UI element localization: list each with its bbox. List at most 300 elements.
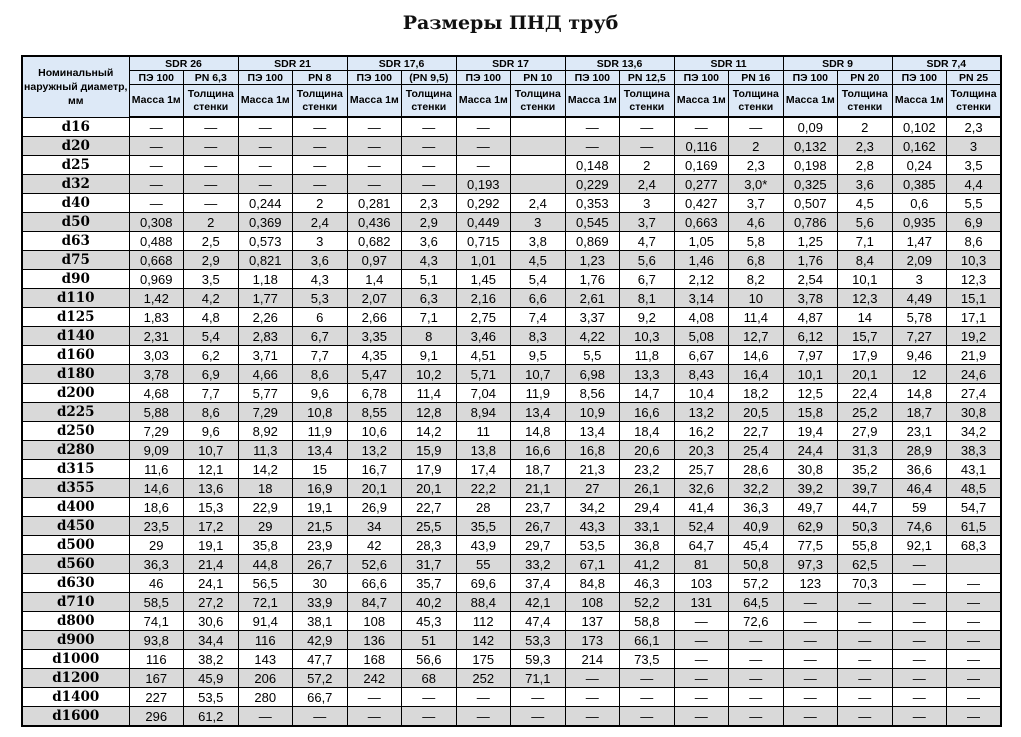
diameter-cell: d800 <box>22 612 129 631</box>
mass-cell: — <box>456 117 511 137</box>
mass-cell: 0,24 <box>892 156 947 175</box>
pressure-header: PN 6,3 <box>184 71 239 85</box>
wall-thickness-cell: 11,4 <box>729 308 784 327</box>
wall-thickness-cell: 5,5 <box>947 194 1002 213</box>
mass-header: Масса 1м <box>347 85 402 118</box>
mass-cell: — <box>783 612 838 631</box>
wall-thickness-cell: 2 <box>620 156 675 175</box>
wall-thickness-cell: 5,4 <box>184 327 239 346</box>
wall-thickness-cell: 34,2 <box>947 422 1002 441</box>
wall-thickness-cell: 17,9 <box>838 346 893 365</box>
mass-cell: 16,7 <box>347 460 402 479</box>
wall-thickness-header: Толщина стенки <box>184 85 239 118</box>
mass-cell: 2,09 <box>892 251 947 270</box>
pressure-header: PN 25 <box>947 71 1002 85</box>
mass-cell: 0,488 <box>129 232 184 251</box>
mass-cell: 49,7 <box>783 498 838 517</box>
diameter-cell: d225 <box>22 403 129 422</box>
wall-thickness-cell: 4,8 <box>184 308 239 327</box>
mass-cell: 252 <box>456 669 511 688</box>
wall-thickness-cell: 57,2 <box>729 574 784 593</box>
wall-thickness-cell: 40,9 <box>729 517 784 536</box>
mass-cell: 25,7 <box>674 460 729 479</box>
table-row <box>22 213 1001 232</box>
table-header <box>22 56 1001 117</box>
wall-thickness-cell: 23,7 <box>511 498 566 517</box>
diameter-cell: d25 <box>22 156 129 175</box>
table-row <box>22 574 1001 593</box>
mass-cell: 5,77 <box>238 384 293 403</box>
diameter-cell: d90 <box>22 270 129 289</box>
wall-thickness-cell: 8,3 <box>511 327 566 346</box>
wall-thickness-cell: 12,1 <box>184 460 239 479</box>
wall-thickness-cell: 2,3 <box>402 194 457 213</box>
wall-thickness-cell: — <box>838 707 893 727</box>
wall-thickness-cell: — <box>729 688 784 707</box>
mass-cell: 2,75 <box>456 308 511 327</box>
mass-cell: 131 <box>674 593 729 612</box>
wall-thickness-header: Толщина стенки <box>838 85 893 118</box>
wall-thickness-cell: 30,8 <box>947 403 1002 422</box>
wall-thickness-cell: — <box>402 137 457 156</box>
diameter-column-header: Номинальный наружный диаметр, мм <box>22 56 129 117</box>
wall-thickness-cell: 10 <box>729 289 784 308</box>
mass-cell: 4,22 <box>565 327 620 346</box>
table-row <box>22 479 1001 498</box>
diameter-cell: d1000 <box>22 650 129 669</box>
mass-cell: 18,7 <box>892 403 947 422</box>
diameter-cell: d250 <box>22 422 129 441</box>
wall-thickness-cell: 2,4 <box>511 194 566 213</box>
mass-cell: — <box>674 707 729 727</box>
pipe-dimensions-table <box>21 55 1002 727</box>
mass-cell: 8,56 <box>565 384 620 403</box>
mass-cell: 0,353 <box>565 194 620 213</box>
mass-cell: 64,7 <box>674 536 729 555</box>
wall-thickness-cell: 10,1 <box>838 270 893 289</box>
mass-cell: — <box>238 156 293 175</box>
mass-cell: 11,6 <box>129 460 184 479</box>
mass-cell: — <box>347 707 402 727</box>
mass-cell: 2,54 <box>783 270 838 289</box>
table-row <box>22 707 1001 727</box>
mass-cell: 11,3 <box>238 441 293 460</box>
wall-thickness-cell: 5,4 <box>511 270 566 289</box>
wall-thickness-cell: 14,6 <box>729 346 784 365</box>
wall-thickness-cell: 25,4 <box>729 441 784 460</box>
mass-cell: 67,1 <box>565 555 620 574</box>
mass-cell: 62,9 <box>783 517 838 536</box>
mass-cell: — <box>129 117 184 137</box>
wall-thickness-header: Толщина стенки <box>620 85 675 118</box>
wall-thickness-cell: 38,1 <box>293 612 348 631</box>
wall-thickness-cell: — <box>620 137 675 156</box>
table-row <box>22 631 1001 650</box>
mass-cell: — <box>565 117 620 137</box>
wall-thickness-cell: — <box>947 631 1002 650</box>
wall-thickness-cell: — <box>293 137 348 156</box>
mass-cell: 14,6 <box>129 479 184 498</box>
wall-thickness-cell: 5,6 <box>620 251 675 270</box>
wall-thickness-cell: 5,6 <box>838 213 893 232</box>
table-row <box>22 688 1001 707</box>
table-row <box>22 232 1001 251</box>
mass-cell: 214 <box>565 650 620 669</box>
mass-cell: 2,16 <box>456 289 511 308</box>
mass-cell: 20,1 <box>347 479 402 498</box>
table-row <box>22 194 1001 213</box>
wall-thickness-cell: 19,1 <box>184 536 239 555</box>
mass-cell: 4,35 <box>347 346 402 365</box>
mass-cell: 35,5 <box>456 517 511 536</box>
mass-header: Масса 1м <box>892 85 947 118</box>
wall-thickness-cell: 64,5 <box>729 593 784 612</box>
wall-thickness-cell: — <box>947 612 1002 631</box>
wall-thickness-cell: 32,2 <box>729 479 784 498</box>
wall-thickness-cell: 45,3 <box>402 612 457 631</box>
material-header: ПЭ 100 <box>347 71 402 85</box>
mass-cell: 3,37 <box>565 308 620 327</box>
wall-thickness-cell: 2,8 <box>838 156 893 175</box>
mass-cell: 103 <box>674 574 729 593</box>
mass-cell: 1,4 <box>347 270 402 289</box>
sdr-group-header: SDR 13,6 <box>565 56 674 71</box>
wall-thickness-cell: 4,3 <box>402 251 457 270</box>
wall-thickness-cell: 9,6 <box>184 422 239 441</box>
wall-thickness-cell: 35,2 <box>838 460 893 479</box>
mass-cell: 27 <box>565 479 620 498</box>
wall-thickness-cell: 5,1 <box>402 270 457 289</box>
mass-cell: 30,8 <box>783 460 838 479</box>
mass-cell: 5,71 <box>456 365 511 384</box>
wall-thickness-cell: 30 <box>293 574 348 593</box>
mass-cell: 0,132 <box>783 137 838 156</box>
mass-cell: 1,76 <box>783 251 838 270</box>
mass-cell: 2,26 <box>238 308 293 327</box>
mass-header: Масса 1м <box>129 85 184 118</box>
mass-cell: — <box>129 137 184 156</box>
wall-thickness-cell: 40,2 <box>402 593 457 612</box>
mass-cell: 23,1 <box>892 422 947 441</box>
material-header: ПЭ 100 <box>129 71 184 85</box>
wall-thickness-cell: 31,3 <box>838 441 893 460</box>
wall-thickness-cell: 52,2 <box>620 593 675 612</box>
wall-thickness-cell: — <box>620 669 675 688</box>
mass-cell: 72,1 <box>238 593 293 612</box>
table-row <box>22 460 1001 479</box>
wall-thickness-cell: — <box>838 593 893 612</box>
wall-thickness-cell: 36,3 <box>729 498 784 517</box>
wall-thickness-cell: 3,8 <box>511 232 566 251</box>
mass-cell: — <box>238 707 293 727</box>
wall-thickness-cell: 6,6 <box>511 289 566 308</box>
wall-thickness-cell: — <box>402 688 457 707</box>
wall-thickness-header: Толщина стенки <box>947 85 1002 118</box>
wall-thickness-cell: 53,5 <box>184 688 239 707</box>
mass-cell: 74,6 <box>892 517 947 536</box>
mass-cell: 116 <box>129 650 184 669</box>
wall-thickness-cell: 12,3 <box>947 270 1002 289</box>
wall-thickness-cell: 8,6 <box>947 232 1002 251</box>
wall-thickness-cell: — <box>947 650 1002 669</box>
table-row <box>22 251 1001 270</box>
wall-thickness-cell: 4,5 <box>511 251 566 270</box>
mass-cell: 7,97 <box>783 346 838 365</box>
wall-thickness-cell: 53,3 <box>511 631 566 650</box>
diameter-cell: d125 <box>22 308 129 327</box>
page-title: Размеры ПНД труб <box>402 12 619 34</box>
mass-cell: — <box>783 688 838 707</box>
wall-thickness-cell: 8,6 <box>184 403 239 422</box>
wall-thickness-cell <box>511 117 566 137</box>
wall-thickness-cell: — <box>729 669 784 688</box>
mass-cell: — <box>783 669 838 688</box>
table-row <box>22 117 1001 137</box>
mass-cell: 20,3 <box>674 441 729 460</box>
table-row <box>22 289 1001 308</box>
wall-thickness-cell: 61,5 <box>947 517 1002 536</box>
wall-thickness-cell: 10,3 <box>947 251 1002 270</box>
wall-thickness-cell: — <box>620 707 675 727</box>
mass-cell: 4,66 <box>238 365 293 384</box>
table-row <box>22 384 1001 403</box>
wall-thickness-cell: 43,1 <box>947 460 1002 479</box>
wall-thickness-cell: 14,7 <box>620 384 675 403</box>
wall-thickness-cell <box>511 137 566 156</box>
wall-thickness-cell: 3 <box>511 213 566 232</box>
wall-thickness-cell: 16,6 <box>620 403 675 422</box>
mass-cell: 59 <box>892 498 947 517</box>
wall-thickness-cell: — <box>184 175 239 194</box>
table-row <box>22 156 1001 175</box>
wall-thickness-cell: 24,6 <box>947 365 1002 384</box>
mass-cell: 16,8 <box>565 441 620 460</box>
wall-thickness-cell: — <box>511 688 566 707</box>
mass-cell: 4,51 <box>456 346 511 365</box>
mass-cell: — <box>565 669 620 688</box>
mass-cell: 3,03 <box>129 346 184 365</box>
wall-thickness-cell: 5,3 <box>293 289 348 308</box>
mass-cell: — <box>674 650 729 669</box>
mass-cell: 0,102 <box>892 117 947 137</box>
mass-cell: — <box>674 117 729 137</box>
mass-cell: 23,5 <box>129 517 184 536</box>
mass-cell: 3,78 <box>783 289 838 308</box>
wall-thickness-cell: 3,6 <box>293 251 348 270</box>
wall-thickness-cell: 4,2 <box>184 289 239 308</box>
mass-cell: 34 <box>347 517 402 536</box>
mass-cell: 0,97 <box>347 251 402 270</box>
wall-thickness-cell: 11,8 <box>620 346 675 365</box>
wall-thickness-cell: 51 <box>402 631 457 650</box>
mass-cell: 91,4 <box>238 612 293 631</box>
wall-thickness-cell: 2 <box>184 213 239 232</box>
mass-cell: — <box>892 631 947 650</box>
mass-cell: 0,869 <box>565 232 620 251</box>
mass-cell: 242 <box>347 669 402 688</box>
wall-thickness-cell: 7,1 <box>402 308 457 327</box>
mass-cell: 0,277 <box>674 175 729 194</box>
diameter-cell: d400 <box>22 498 129 517</box>
table-row <box>22 593 1001 612</box>
mass-cell: 4,49 <box>892 289 947 308</box>
wall-thickness-cell: 13,4 <box>293 441 348 460</box>
wall-thickness-cell: 11,4 <box>402 384 457 403</box>
mass-cell: 52,6 <box>347 555 402 574</box>
mass-cell: 14,2 <box>238 460 293 479</box>
mass-cell: 7,29 <box>238 403 293 422</box>
mass-cell: 7,04 <box>456 384 511 403</box>
mass-cell: — <box>892 650 947 669</box>
wall-thickness-cell: 20,1 <box>402 479 457 498</box>
wall-thickness-cell: 44,7 <box>838 498 893 517</box>
mass-cell: 10,4 <box>674 384 729 403</box>
mass-cell: 13,2 <box>674 403 729 422</box>
wall-thickness-cell: 30,6 <box>184 612 239 631</box>
table-row <box>22 612 1001 631</box>
mass-cell: — <box>674 688 729 707</box>
wall-thickness-cell: 3,6 <box>402 232 457 251</box>
wall-thickness-cell: — <box>402 707 457 727</box>
wall-thickness-cell: 13,3 <box>620 365 675 384</box>
wall-thickness-cell: 7,4 <box>511 308 566 327</box>
diameter-cell: d50 <box>22 213 129 232</box>
wall-thickness-cell: 57,2 <box>293 669 348 688</box>
wall-thickness-cell: 2,4 <box>293 213 348 232</box>
table-row <box>22 327 1001 346</box>
mass-cell: 2,61 <box>565 289 620 308</box>
wall-thickness-cell: 9,2 <box>620 308 675 327</box>
wall-thickness-cell: 6,3 <box>402 289 457 308</box>
mass-cell: 19,4 <box>783 422 838 441</box>
mass-cell: — <box>456 707 511 727</box>
wall-thickness-cell: 29,7 <box>511 536 566 555</box>
wall-thickness-header: Толщина стенки <box>729 85 784 118</box>
mass-cell: — <box>129 194 184 213</box>
mass-cell: 42 <box>347 536 402 555</box>
mass-cell: 7,27 <box>892 327 947 346</box>
pressure-header: PN 20 <box>838 71 893 85</box>
mass-cell: 3,71 <box>238 346 293 365</box>
wall-thickness-cell: 11,9 <box>293 422 348 441</box>
wall-thickness-cell: 42,1 <box>511 593 566 612</box>
mass-cell: 0,668 <box>129 251 184 270</box>
wall-thickness-cell: 2,4 <box>620 175 675 194</box>
wall-thickness-cell: 55,8 <box>838 536 893 555</box>
wall-thickness-cell: — <box>729 707 784 727</box>
wall-thickness-cell: 12,7 <box>729 327 784 346</box>
wall-thickness-cell: — <box>729 650 784 669</box>
mass-cell: 0,436 <box>347 213 402 232</box>
mass-cell: 296 <box>129 707 184 727</box>
wall-thickness-cell: 4,5 <box>838 194 893 213</box>
wall-thickness-cell: 12,3 <box>838 289 893 308</box>
mass-cell: — <box>238 175 293 194</box>
pressure-header: (PN 9,5) <box>402 71 457 85</box>
mass-cell: 5,88 <box>129 403 184 422</box>
mass-cell: 3,78 <box>129 365 184 384</box>
wall-thickness-cell: 50,3 <box>838 517 893 536</box>
mass-cell: 1,45 <box>456 270 511 289</box>
wall-thickness-cell: 28,3 <box>402 536 457 555</box>
mass-header: Масса 1м <box>456 85 511 118</box>
mass-cell: 41,4 <box>674 498 729 517</box>
mass-cell: 2,07 <box>347 289 402 308</box>
wall-thickness-cell: 66,1 <box>620 631 675 650</box>
wall-thickness-cell: 26,7 <box>511 517 566 536</box>
diameter-cell: d32 <box>22 175 129 194</box>
mass-cell: 74,1 <box>129 612 184 631</box>
mass-cell: — <box>347 117 402 137</box>
wall-thickness-cell: 25,5 <box>402 517 457 536</box>
wall-thickness-cell: 11,9 <box>511 384 566 403</box>
mass-cell: 8,43 <box>674 365 729 384</box>
wall-thickness-cell: — <box>947 669 1002 688</box>
diameter-cell: d1200 <box>22 669 129 688</box>
mass-cell: 36,6 <box>892 460 947 479</box>
mass-cell: 4,68 <box>129 384 184 403</box>
material-header: ПЭ 100 <box>892 71 947 85</box>
table-row <box>22 517 1001 536</box>
wall-thickness-cell: 50,8 <box>729 555 784 574</box>
table-row <box>22 137 1001 156</box>
table-row <box>22 650 1001 669</box>
diameter-cell: d500 <box>22 536 129 555</box>
mass-cell: 10,1 <box>783 365 838 384</box>
mass-cell: — <box>347 175 402 194</box>
wall-thickness-cell: 56,6 <box>402 650 457 669</box>
mass-cell: 2,66 <box>347 308 402 327</box>
mass-cell: 15,8 <box>783 403 838 422</box>
sdr-group-header: SDR 21 <box>238 56 347 71</box>
mass-cell: 8,94 <box>456 403 511 422</box>
wall-thickness-cell: 15,3 <box>184 498 239 517</box>
wall-thickness-cell: 61,2 <box>184 707 239 727</box>
sdr-group-header: SDR 17 <box>456 56 565 71</box>
mass-cell: 8,55 <box>347 403 402 422</box>
mass-cell: 46 <box>129 574 184 593</box>
table-row <box>22 422 1001 441</box>
mass-cell: 28 <box>456 498 511 517</box>
wall-thickness-cell: 8 <box>402 327 457 346</box>
material-header: ПЭ 100 <box>565 71 620 85</box>
wall-thickness-cell: 68,3 <box>947 536 1002 555</box>
wall-thickness-cell: 7,1 <box>838 232 893 251</box>
diameter-cell: d630 <box>22 574 129 593</box>
mass-cell: 0,969 <box>129 270 184 289</box>
wall-thickness-cell: 13,4 <box>511 403 566 422</box>
wall-thickness-cell: 4,3 <box>293 270 348 289</box>
wall-thickness-cell: — <box>402 117 457 137</box>
mass-cell: — <box>892 612 947 631</box>
wall-thickness-cell: — <box>838 612 893 631</box>
mass-cell: 1,46 <box>674 251 729 270</box>
mass-cell: 1,47 <box>892 232 947 251</box>
mass-cell: — <box>347 137 402 156</box>
mass-cell: 24,4 <box>783 441 838 460</box>
pressure-header: PN 10 <box>511 71 566 85</box>
mass-cell: — <box>129 175 184 194</box>
wall-thickness-cell: 3,5 <box>947 156 1002 175</box>
mass-cell: 81 <box>674 555 729 574</box>
wall-thickness-cell: 10,3 <box>620 327 675 346</box>
wall-thickness-cell: — <box>620 688 675 707</box>
wall-thickness-cell: 28,6 <box>729 460 784 479</box>
mass-cell: 0,507 <box>783 194 838 213</box>
wall-thickness-cell: 14 <box>838 308 893 327</box>
wall-thickness-cell: 10,2 <box>402 365 457 384</box>
material-header: ПЭ 100 <box>238 71 293 85</box>
